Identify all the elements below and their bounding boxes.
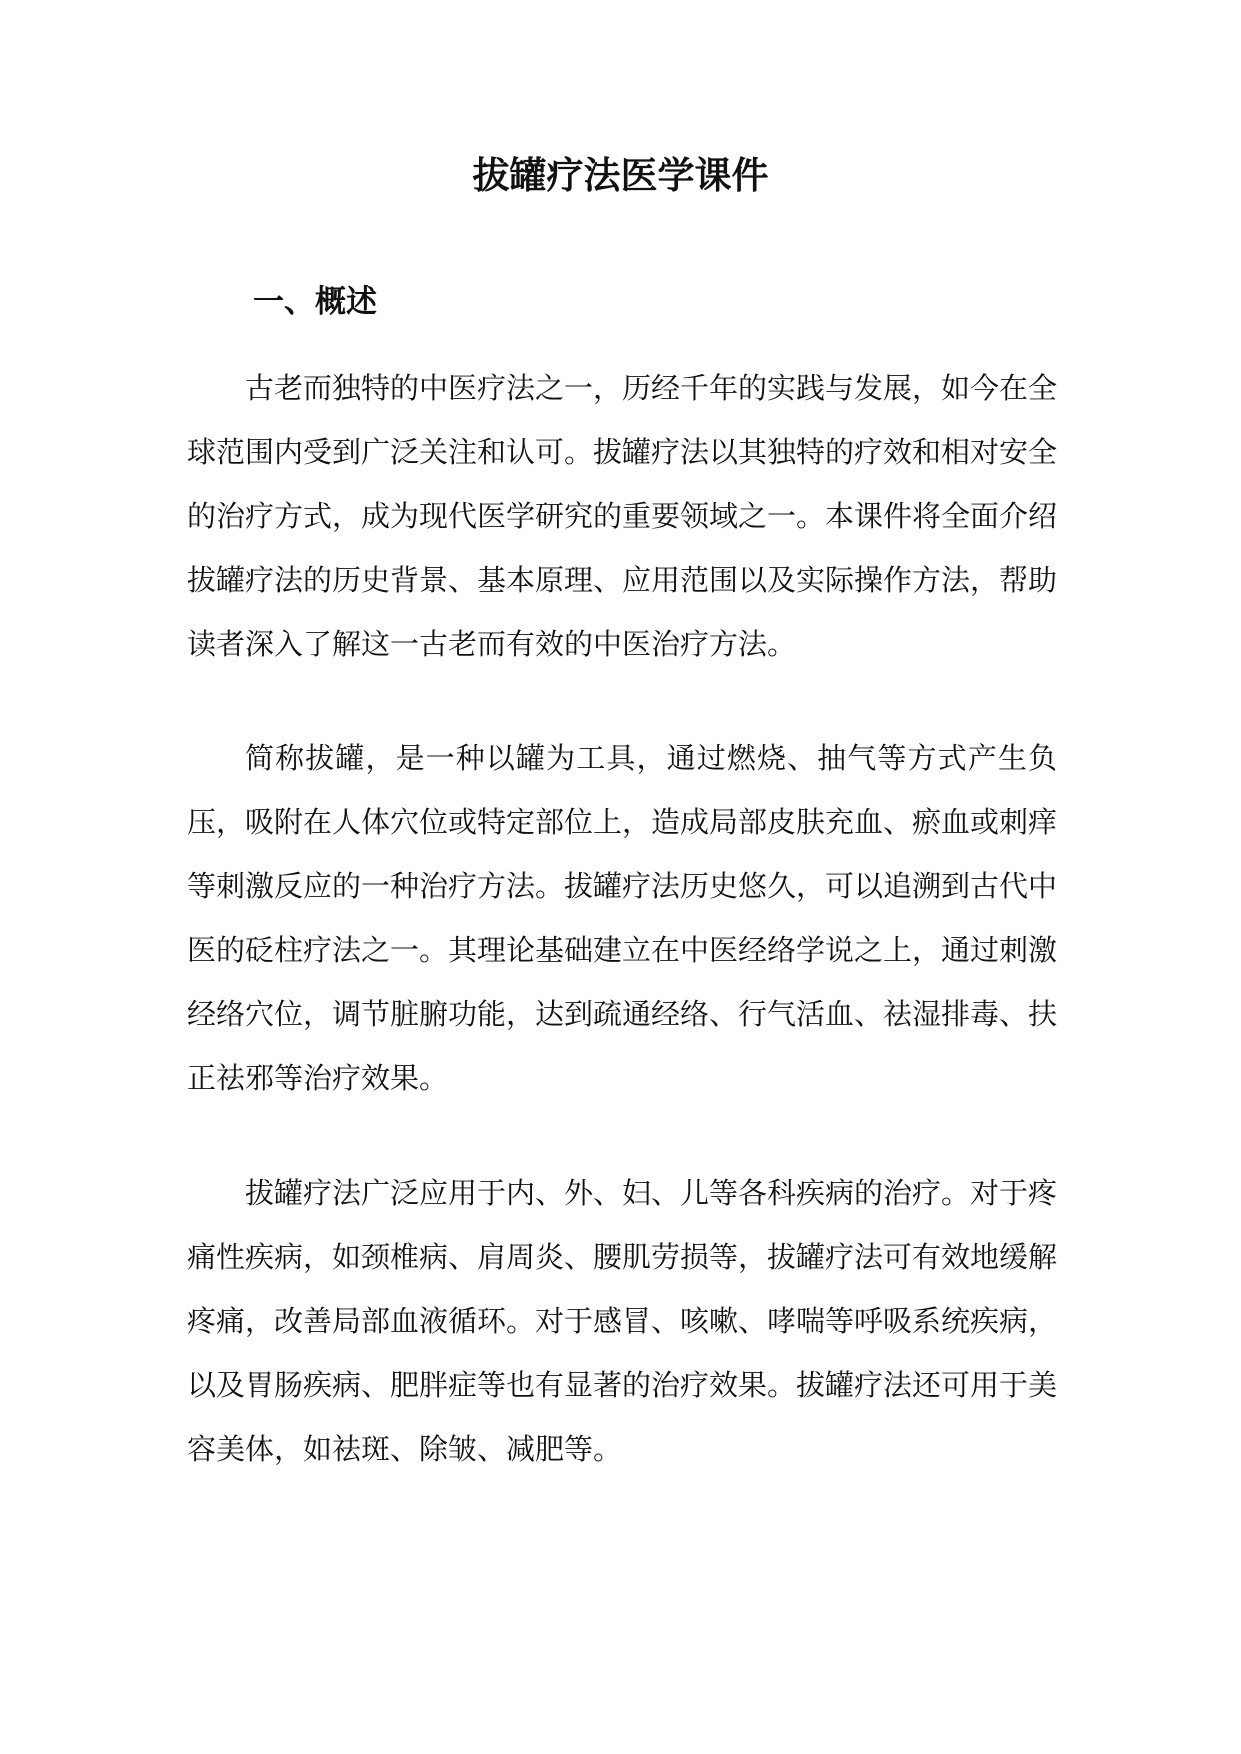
section-heading-overview: 一、概述	[253, 284, 377, 320]
paragraph: 古老而独特的中医疗法之一，历经千年的实践与发展，如今在全球范围内受到广泛关注和认可。拔罐疗法以其独特的疗效和相对安全的治疗方式，成为现代医学研究的重要领域之一。本课件将全面介绍拔罐疗法的历史背景、基本原理、应用范围以及实际操作方法，帮助读者深入了解这一古老而有效的中医治疗方法。	[187, 371, 1058, 661]
paragraph: 简称拔罐，是一种以罐为工具，通过燃烧、抽气等方式产生负压，吸附在人体穴位或特定部位上，造成局部皮肤充血、瘀血或刺痒等刺激反应的一种治疗方法。拔罐疗法历史悠久，可以追溯到古代中医的砭柱疗法之一。其理论基础建立在中医经络学说之上，通过刺激经络穴位，调节脏腑功能，达到疏通经络、行气活血、祛湿排毒、扶正祛邪等治疗效果。	[187, 741, 1058, 1095]
document-title: 拔罐疗法医学课件	[472, 153, 769, 197]
paragraph: 拔罐疗法广泛应用于内、外、妇、儿等各科疾病的治疗。对于疼痛性疾病，如颈椎病、肩周炎、腰肌劳损等，拔罐疗法可有效地缓解疼痛，改善局部血液循环。对于感冒、咳嗽、哮喘等呼吸系统疾病，以及胃肠疾病、肥胖症等也有显著的治疗效果。拔罐疗法还可用于美容美体，如祛斑、除皱、减肥等。	[187, 1176, 1058, 1466]
